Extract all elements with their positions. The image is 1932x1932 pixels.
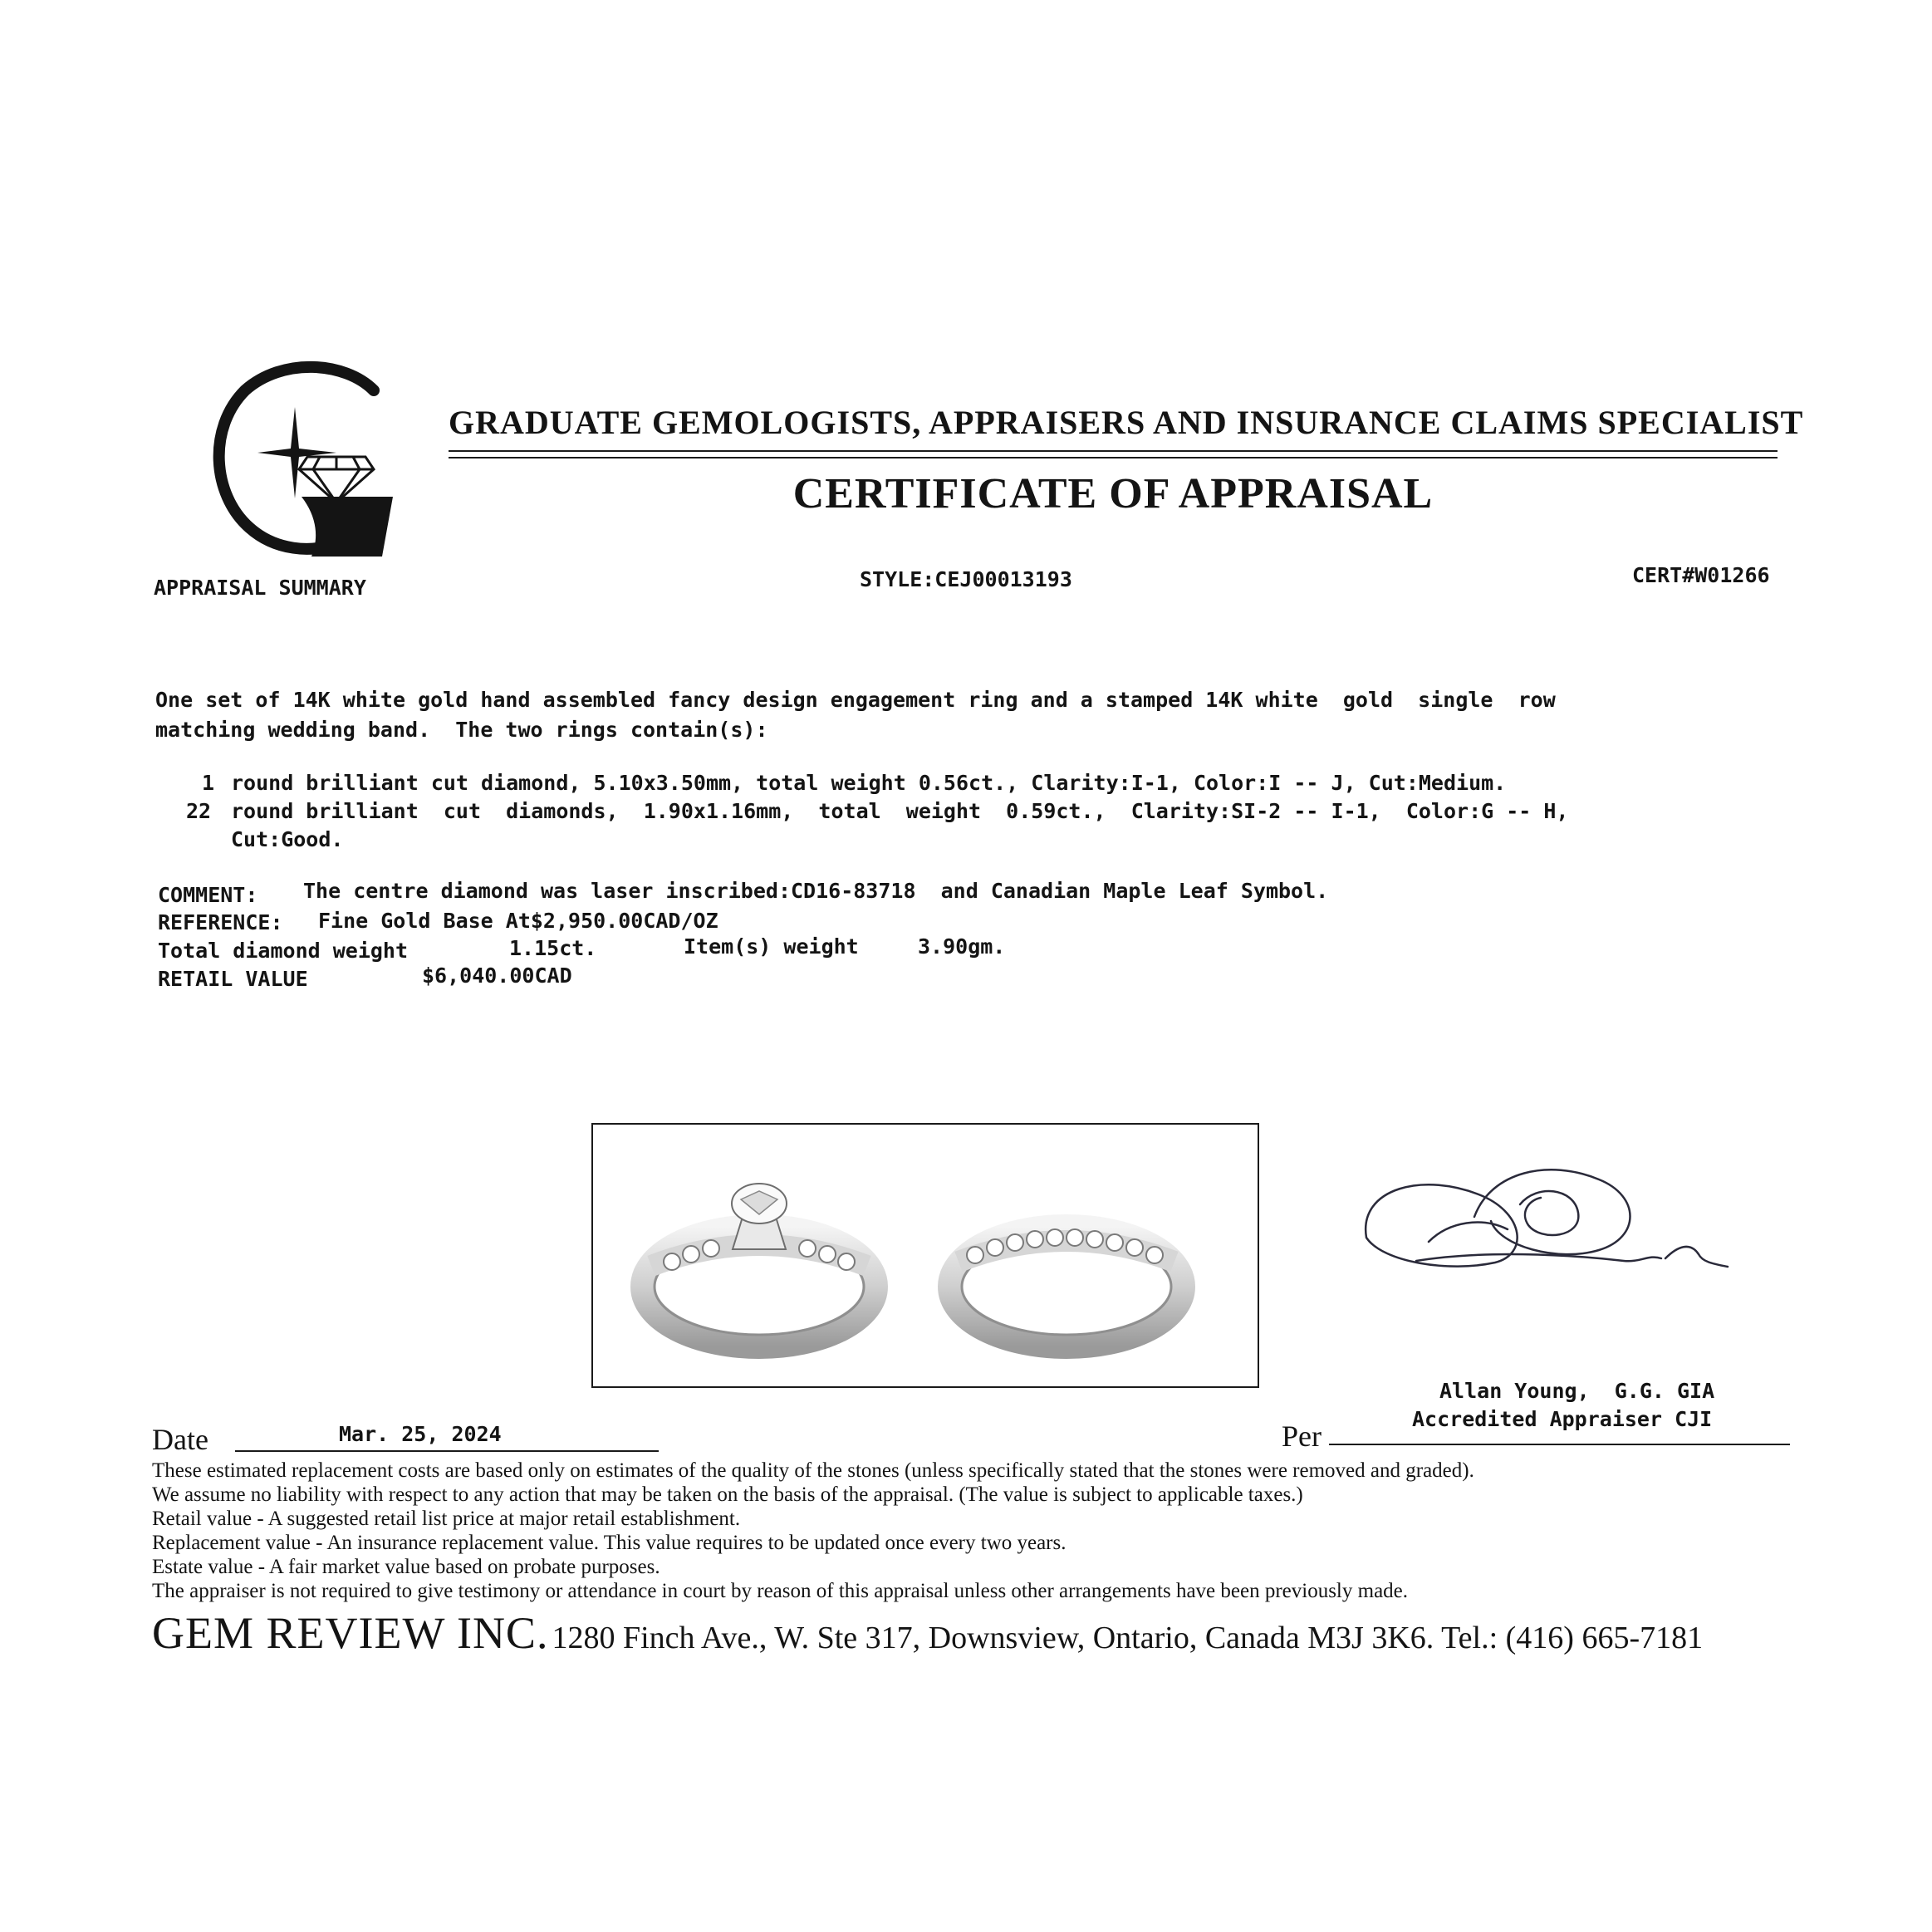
company-logo [203, 357, 403, 565]
per-underline [1329, 1444, 1790, 1445]
style-number: STYLE:CEJ00013193 [860, 567, 1072, 591]
disclaimer-line: Estate value - A fair market value based on probate purposes. [152, 1556, 660, 1578]
disclaimer-line: Replacement value - An insurance replacement value. This value requires to be updated once every two years. [152, 1532, 1067, 1554]
per-label: Per [1282, 1420, 1322, 1453]
appraiser-name: Allan Young, G.G. GIA [1439, 1379, 1715, 1403]
comment-label: COMMENT: [158, 883, 258, 907]
footer [152, 1607, 1703, 1659]
appraisal-summary-label: APPRAISAL SUMMARY [154, 576, 366, 600]
header-rule [449, 450, 1778, 452]
wedding-band-image [950, 1227, 1183, 1346]
engagement-ring-image [643, 1184, 875, 1346]
stone-description: round brilliant cut diamonds, 1.90x1.16mm, total weight 0.59ct., Clarity:SI-2 -- I-1, Color:G -- H, [231, 799, 1569, 823]
item-weight-value: 3.90gm. [918, 934, 1006, 959]
reference-label: REFERENCE: [158, 910, 283, 934]
date-label: Date [152, 1423, 208, 1456]
disclaimer-line: The appraiser is not required to give testimony or attendance in court by reason of this appraisal unless other arrangements have been previously made. [152, 1580, 1409, 1602]
cert-number: CERT#W01266 [1632, 563, 1770, 587]
stone-qty: 22 [186, 799, 212, 823]
comment-text: The centre diamond was laser inscribed:CD16-83718 and Canadian Maple Leaf Symbol. [303, 879, 1329, 903]
company-name: GEM REVIEW INC. [152, 1608, 549, 1658]
stone-qty: 1 [202, 771, 215, 795]
description-line-1: One set of 14K white gold hand assembled fancy design engagement ring and a stamped 14K white gold single row [155, 688, 1556, 712]
disclaimer-line: Retail value - A suggested retail list price at major retail establishment. [152, 1508, 741, 1530]
certificate-title: CERTIFICATE OF APPRAISAL [792, 470, 1434, 517]
total-diamond-weight-label: Total diamond weight [158, 939, 409, 963]
appraiser-signature [1350, 1138, 1765, 1287]
date-underline [235, 1450, 659, 1452]
retail-value-label: RETAIL VALUE [158, 967, 308, 991]
item-weight-label: Item(s) weight [684, 934, 859, 959]
disclaimer-line: These estimated replacement costs are based only on estimates of the quality of the stones (unless specifically stated that the stones were removed and graded). [152, 1459, 1474, 1482]
header-rule [449, 457, 1778, 458]
company-address: 1280 Finch Ave., W. Ste 317, Downsview, Ontario, Canada M3J 3K6. Tel.: (416) 665-7181 [552, 1621, 1704, 1655]
date-value: Mar. 25, 2024 [339, 1422, 502, 1446]
retail-value: $6,040.00CAD [422, 964, 572, 988]
stone-description: round brilliant cut diamond, 5.10x3.50mm, total weight 0.56ct., Clarity:I-1, Color:I -- J, Cut:Medium. [231, 771, 1507, 795]
stone-description-cont: Cut:Good. [231, 827, 344, 851]
rings-image [593, 1125, 1258, 1386]
reference-text: Fine Gold Base At$2,950.00CAD/OZ [318, 909, 718, 933]
header-tagline: GRADUATE GEMOLOGISTS, APPRAISERS AND INSURANCE CLAIMS SPECIALIST [449, 404, 1804, 441]
disclaimer-line: We assume no liability with respect to any action that may be taken on the basis of the appraisal. (The value is subject to applicable taxes.) [152, 1483, 1303, 1506]
ring-photo [591, 1123, 1259, 1388]
total-diamond-weight-value: 1.15ct. [509, 936, 597, 960]
description-line-2: matching wedding band. The two rings contain(s): [155, 718, 768, 742]
appraiser-title: Accredited Appraiser CJI [1412, 1407, 1713, 1431]
